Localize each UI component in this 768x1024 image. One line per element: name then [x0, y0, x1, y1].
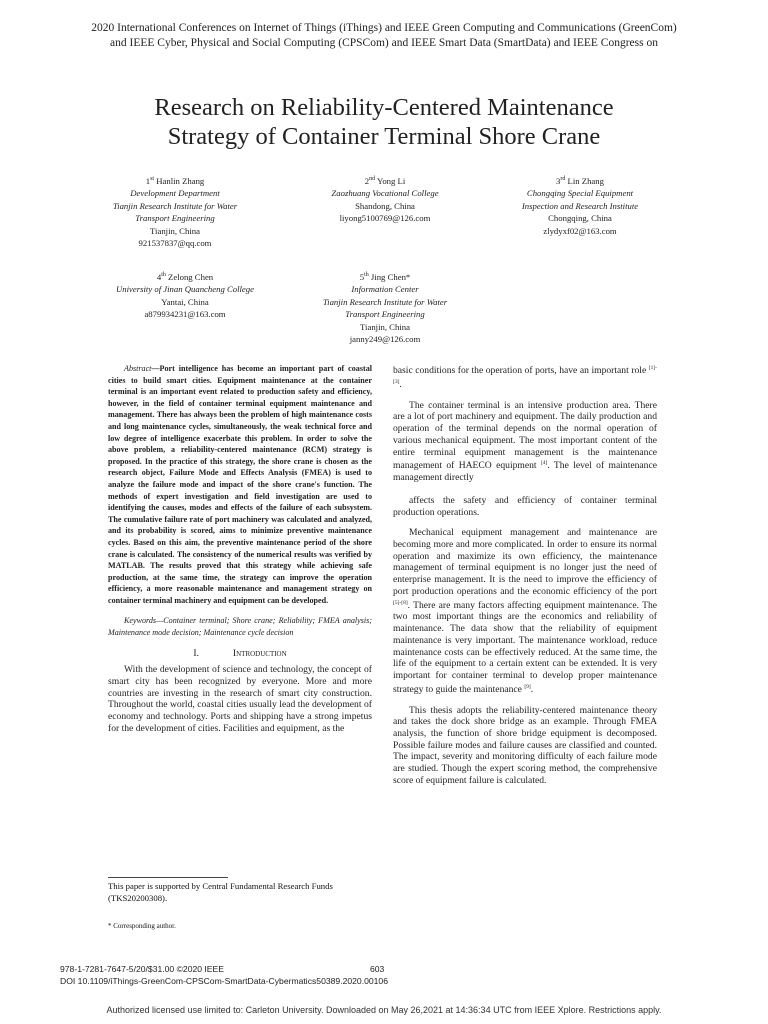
- conference-line-2: and IEEE Cyber, Physical and Social Computing (CPSCom) and IEEE Smart Data (SmartData) and IEEE Congress on: [110, 37, 658, 49]
- author-affiliation: Information Center: [351, 284, 419, 295]
- author-location: Shandong, China: [355, 200, 415, 211]
- author-email[interactable]: zlydyxf02@163.com: [543, 225, 617, 236]
- author-affiliation: Tianjin Research Institute for Water: [112, 200, 238, 211]
- author-email[interactable]: liyong5100769@126.com: [339, 213, 431, 224]
- author-affiliation: Tianjin Research Institute for Water: [322, 296, 448, 307]
- author-location: Yantai, China: [161, 296, 209, 307]
- author-affiliation: Chongqing Special Equipment: [526, 188, 634, 199]
- footnote-support: This paper is supported by Central Fundamental Research Funds (TKS20200308).: [108, 881, 333, 903]
- author-affiliation: Development Department: [130, 188, 220, 199]
- author-name: 2nd Yong Li: [364, 175, 406, 186]
- section-heading-introduction: I. Introduction: [193, 648, 287, 660]
- keywords-label: Keywords: [124, 616, 157, 626]
- right-paragraph-1: basic conditions for the operation of ports, have an important role [1]-[3].: [393, 365, 657, 391]
- paper-title: [0, 93, 768, 151]
- author-location: Chongqing, China: [548, 213, 612, 224]
- author-name: 1st Hanlin Zhang: [145, 175, 205, 186]
- author-block-3: [500, 173, 660, 237]
- author-location: Tianjin, China: [360, 321, 410, 332]
- author-affiliation: University of Jinan Quancheng College: [115, 284, 254, 295]
- author-affiliation: Transport Engineering: [345, 309, 425, 320]
- right-paragraph-2: The container terminal is an intensive production area. There are a lot of port machinery and equipment. The daily production and operation of the terminal depends on the normal operation of various mechanical equipment. The most important content of the entire terminal equipment management is the maintenance management of HAECO equipment [4]. The level of maintenance management directly: [393, 399, 657, 484]
- abstract: Abstract—Port intelligence has become an important part of coastal cities to build smart cities. Equipment maintenance at the container terminal is an important event related to production safety and efficiency, however, in the field of container terminal equipment maintenance and management. There has always been the problem of high maintenance costs and long maintenance cycles, simultaneously, the weak technical force and low degree of intelligence exacerbate this problem. In order to solve the above problem, a reliability-centered maintenance (RCM) strategy is proposed. In the practice of this strategy, the shore crane is chosen as the research object, Failure Mode and Effects Analysis (FMEA) is used to analyze the failure mode and impact of the shore crane's function. The methods of expert investigation and field investigation are used to identifying the causes, modes and effects of the failure of each subsystem. The cumulative failure rate of port machinery was calculated and analyzed, and its probability is scored, aims to minimize preventive maintenance cycles. Based on this aim, the preventive maintenance period of the shore crane is calculated. The consistency of the numerical results was verified by MATLAB. The results proved that this strategy while achieving safe production, at the same time, the strategy can improve the operation efficiency, a more reasonable maintenance and management strategy on container terminal machinery and equipment can be developed.: [108, 364, 372, 605]
- conference-header: [0, 21, 768, 51]
- keywords-text: Container terminal; Shore crane; Reliability; FMEA analysis; Maintenance mode decision; Maintenance cycle decision: [108, 616, 372, 638]
- right-column: [393, 363, 657, 786]
- author-name: 4th Zelong Chen: [156, 271, 214, 282]
- author-email[interactable]: janny249@126.com: [349, 333, 421, 344]
- conference-line-1: 2020 International Conferences on Internet of Things (iThings) and IEEE Green Computing and Communications (GreenCom): [91, 22, 677, 34]
- footnote-rule: [108, 877, 228, 878]
- author-affiliation: Zaozhuang Vocational College: [331, 188, 439, 199]
- right-paragraph-4: Mechanical equipment management and maintenance are becoming more and more complicated. In order to ensure its normal operation and maximize its own efficiency, the maintenance management of terminal equipment is no longer just the need of enterprise management. It is the need to improve the efficiency of port production operations and the economic efficiency of the port [5]-[8]. There are many factors affecting equipment maintenance. The two most important things are the economics and reliability of maintenance. The data show that the reliability of equipment maintenance is very important. The maintenance workload, reduce maintenance costs can be effectively reduced. At the same time, the life of the equipment to a certain extent can be extended. It is very important for container terminal to develop proper maintenance strategy to guide the maintenance [9].: [393, 527, 657, 695]
- author-affiliation: Inspection and Research Institute: [521, 200, 639, 211]
- intro-paragraph-1: With the development of science and technology, the concept of smart city has been recognized by everyone. More and more countries are investing in the research of smart city construction. Throughout the world, coastal cities usually lead the development of economy and technology. Ports and shipping have a strong impetus for the development of cities. Facilities and equipment, as the: [108, 664, 372, 734]
- title-line-1: Research on Reliability-Centered Maintenance: [154, 94, 614, 121]
- author-email[interactable]: a879934231@163.com: [144, 309, 226, 320]
- license-notice: Authorized licensed use limited to: Carleton University. Downloaded on May 26,2021 at 14:36:34 UTC from IEEE Xplore. Restrictions apply.: [106, 1005, 662, 1015]
- left-column: [108, 363, 372, 734]
- right-paragraph-5: This thesis adopts the reliability-centered maintenance theory and takes the dock shore bridge as an example. Through FMEA analysis, the function of shore bridge equipment is decomposed. Possible failure modes and failure causes are classified and counted. The impact, severity and monitoring difficulty of each failure mode are studied. Though the expert scoring method, the comprehensive score of equipment failure is calculated.: [393, 704, 657, 786]
- author-name: 3rd Lin Zhang: [556, 175, 604, 186]
- isbn-line: 978-1-7281-7647-5/20/$31.00 ©2020 IEEE: [60, 964, 225, 974]
- keywords: Keywords—Container terminal; Shore crane; Reliability; FMEA analysis; Maintenance mode decision; Maintenance cycle decision: [108, 616, 372, 638]
- abstract-label: Abstract: [124, 364, 152, 373]
- abstract-text: Port intelligence has become an important part of coastal cities to build smart cities. Equipment maintenance at the container terminal is an important event related to production safety and efficiency, however, in the field of container terminal equipment maintenance and management. There has always been the problem of high maintenance costs and long maintenance cycles, simultaneously, the weak technical force and low degree of intelligence exacerbate this problem. In order to solve the above problem, a reliability-centered maintenance (RCM) strategy is proposed. In the practice of this strategy, the shore crane is chosen as the research object, Failure Mode and Effects Analysis (FMEA) is used to analyze the failure mode and impact of the shore crane's function. The methods of expert investigation and field investigation are used to identifying the causes, modes and effects of the failure of each subsystem. The cumulative failure rate of port machinery was calculated and analyzed, and its probability is scored, aims to minimize preventive maintenance cycles. Based on this aim, the preventive maintenance period of the shore crane is calculated. The consistency of the numerical results was verified by MATLAB. The results proved that this strategy while achieving safe production, at the same time, the strategy can improve the operation efficiency, a more reasonable maintenance and management strategy on container terminal machinery and equipment can be developed.: [108, 364, 372, 605]
- author-block-4: [100, 269, 270, 321]
- author-block-5: [305, 269, 465, 345]
- page-number: 603: [370, 964, 385, 974]
- footnote-corresponding: * Corresponding author.: [108, 922, 176, 930]
- author-name: 5th Jing Chen*: [359, 271, 411, 282]
- author-location: Tianjin, China: [150, 225, 200, 236]
- doi-line[interactable]: DOI 10.1109/iThings-GreenCom-CPSCom-SmartData-Cybermatics50389.2020.00106: [60, 976, 388, 986]
- author-block-1: [100, 173, 250, 249]
- author-affiliation: Transport Engineering: [135, 213, 215, 224]
- title-line-2: Strategy of Container Terminal Shore Crane: [167, 123, 601, 150]
- author-block-2: [305, 173, 465, 225]
- right-paragraph-3: affects the safety and efficiency of container terminal production operations.: [393, 494, 657, 518]
- author-email[interactable]: 921537837@qq.com: [138, 237, 212, 248]
